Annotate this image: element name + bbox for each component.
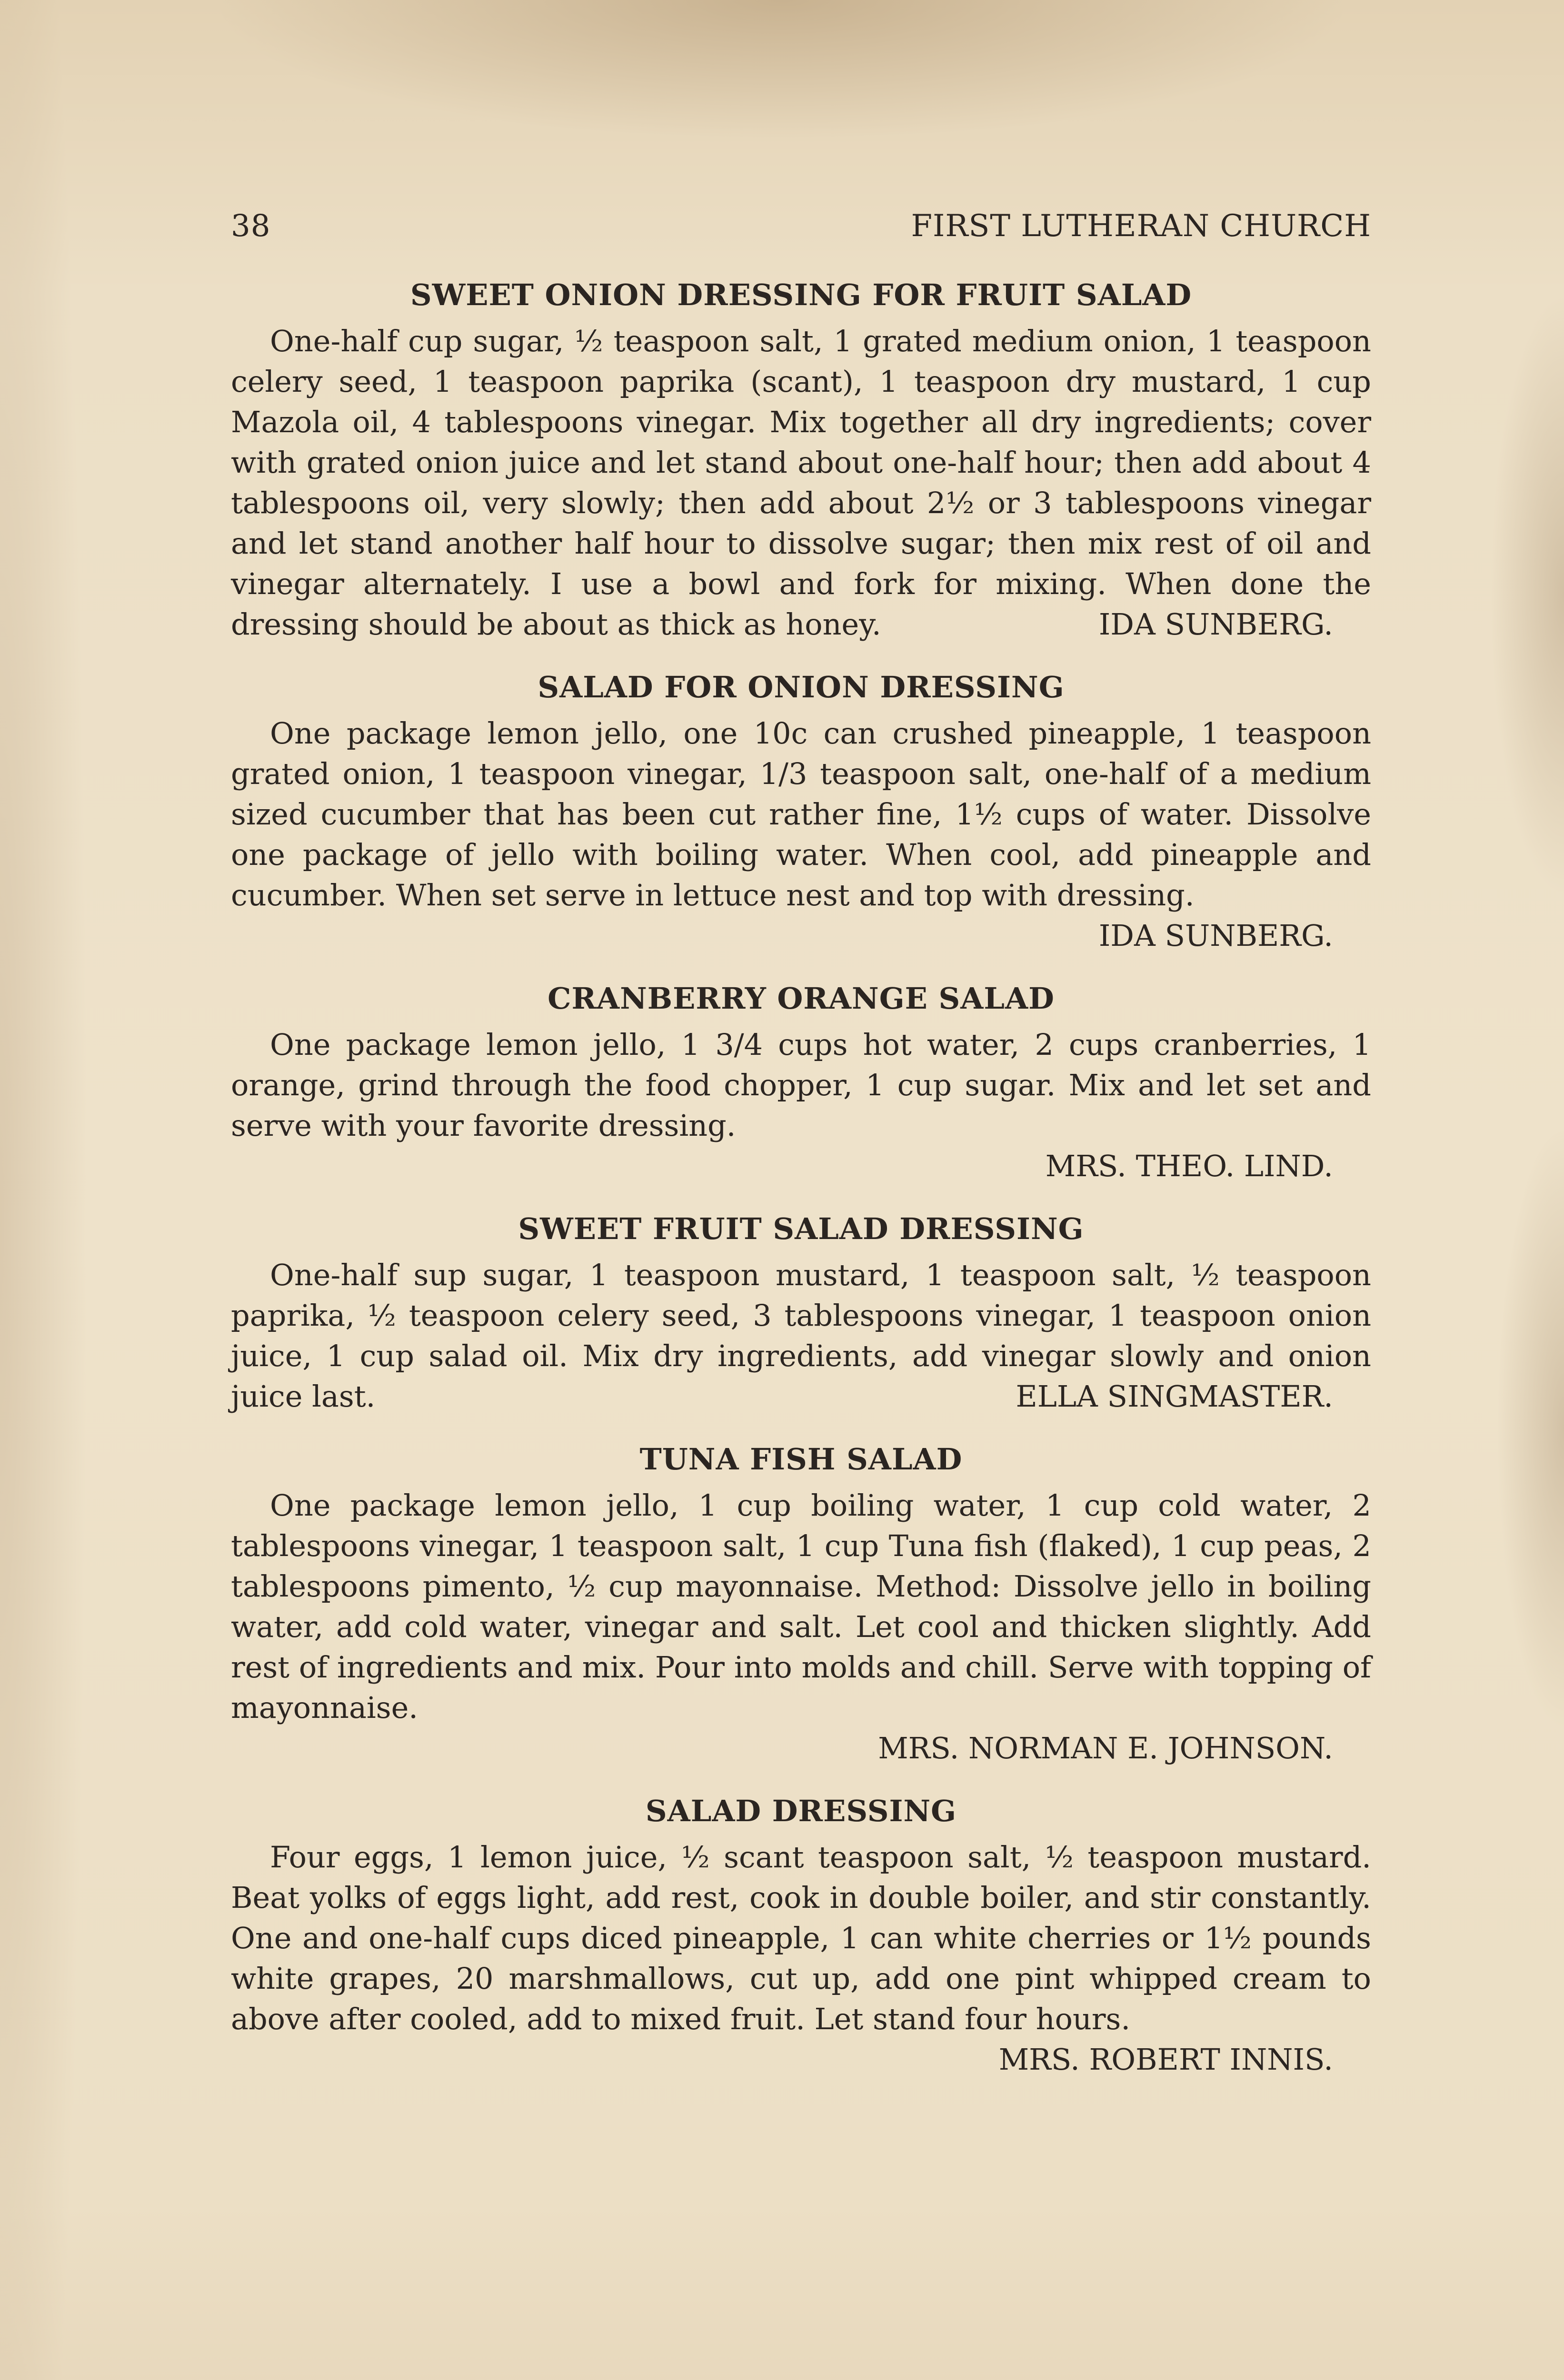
page-number: 38 <box>231 208 271 244</box>
recipe-body <box>231 1837 1371 2077</box>
recipe-title: SWEET ONION DRESSING FOR FRUIT SALAD <box>410 278 1192 312</box>
page-content <box>231 200 1371 2099</box>
recipe-author: IDA SUNBERG. <box>1098 607 1333 642</box>
recipe-body <box>231 321 1371 645</box>
recipe-title: CRANBERRY ORANGE SALAD <box>548 981 1055 1016</box>
recipe-text: One-half cup sugar, ½ teaspoon salt, 1 grated medium onion, 1 teaspoon celery seed, 1 teaspoon paprika (scant), 1 teaspoon dry mustard, 1 cup Mazola oil, 4 tablespoons vinegar. Mix together all dry ingredients; cover with grated onion juice and let stand about one-half hour; then add about 4 tablespoons oil, very slowly; then add about 2½ or 3 tablespoons vinegar and let stand another half hour to dissolve sugar; then mix rest of oil and vinegar alternately. I use a bowl and fork for mixing. When done the dressing should be about as thick as honey. <box>231 324 1371 642</box>
recipe-author: MRS. NORMAN E. JOHNSON. <box>878 1731 1333 1765</box>
recipe-text: One-half sup sugar, 1 teaspoon mustard, 1 teaspoon salt, ½ teaspoon paprika, ½ teaspoon celery seed, 3 tablespoons vinegar, 1 teaspoon onion juice, 1 cup salad oil. Mix dry ingredients, add vinegar slowly and onion juice last. <box>231 1258 1371 1414</box>
recipe-author: ELLA SINGMASTER. <box>1016 1379 1333 1414</box>
recipe-body: One package lemon jello, one 10c can crushed pineapple, 1 teaspoon grated onion, 1 teaspoon vinegar, 1/3 teaspoon salt, one-half of a medium sized cucumber that has been cut rather fine, 1½ cups of water. Dissolve one package of jello with boiling water. When cool, add pineapple and cucumber. When set serve in lettuce nest and top with dressing. <box>231 716 1371 912</box>
recipe-cranberry-orange-salad <box>231 975 1371 1186</box>
recipe-body: One package lemon jello, 1 cup boiling water, 1 cup cold water, 2 tablespoons vinegar, 1 teaspoon salt, 1 cup Tuna fish (flaked), 1 cup peas, 2 tablespoons pimento, ½ cup mayonnaise. Method: Dissolve jello in boiling water, add cold water, vinegar and salt. Let cool and thicken slightly. Add rest of ingredients and mix. Pour into molds and chill. Serve with topping of mayonnaise. <box>231 1488 1371 1725</box>
recipe-author: IDA SUNBERG. <box>1098 918 1333 953</box>
running-title: FIRST LUTHERAN CHURCH <box>911 208 1371 244</box>
recipe-author: MRS. ROBERT INNIS. <box>998 2042 1333 2077</box>
recipe-salad-dressing <box>231 1787 1371 2080</box>
recipe-body: One package lemon jello, 1 3/4 cups hot water, 2 cups cranberries, 1 orange, grind through the food chopper, 1 cup sugar. Mix and let set and serve with your favorite dressing. <box>231 1027 1371 1143</box>
recipe-title: SWEET FRUIT SALAD DRESSING <box>518 1211 1084 1246</box>
recipe-title: TUNA FISH SALAD <box>639 1442 963 1477</box>
recipe-title: SALAD DRESSING <box>645 1794 957 1828</box>
recipe-title: SALAD FOR ONION DRESSING <box>538 670 1065 704</box>
recipe-sweet-fruit-salad-dressing <box>231 1205 1371 1417</box>
recipe-body <box>231 1255 1371 1417</box>
recipe-tuna-fish-salad <box>231 1436 1371 1768</box>
recipe-sweet-onion-dressing <box>231 271 1371 645</box>
recipe-author: MRS. THEO. LIND. <box>1045 1149 1333 1183</box>
recipe-salad-for-onion-dressing <box>231 664 1371 956</box>
running-header <box>231 200 1371 252</box>
recipe-text: Four eggs, 1 lemon juice, ½ scant teaspoon salt, ½ teaspoon mustard. Beat yolks of eggs light, add rest, cook in double boiler, and stir constantly. One and one-half cups diced pineapple, 1 can white cherries or 1½ pounds white grapes, 20 marshmallows, cut up, add one pint whipped cream to above after cooled, add to mixed fruit. Let stand four hours. <box>231 1840 1371 2036</box>
